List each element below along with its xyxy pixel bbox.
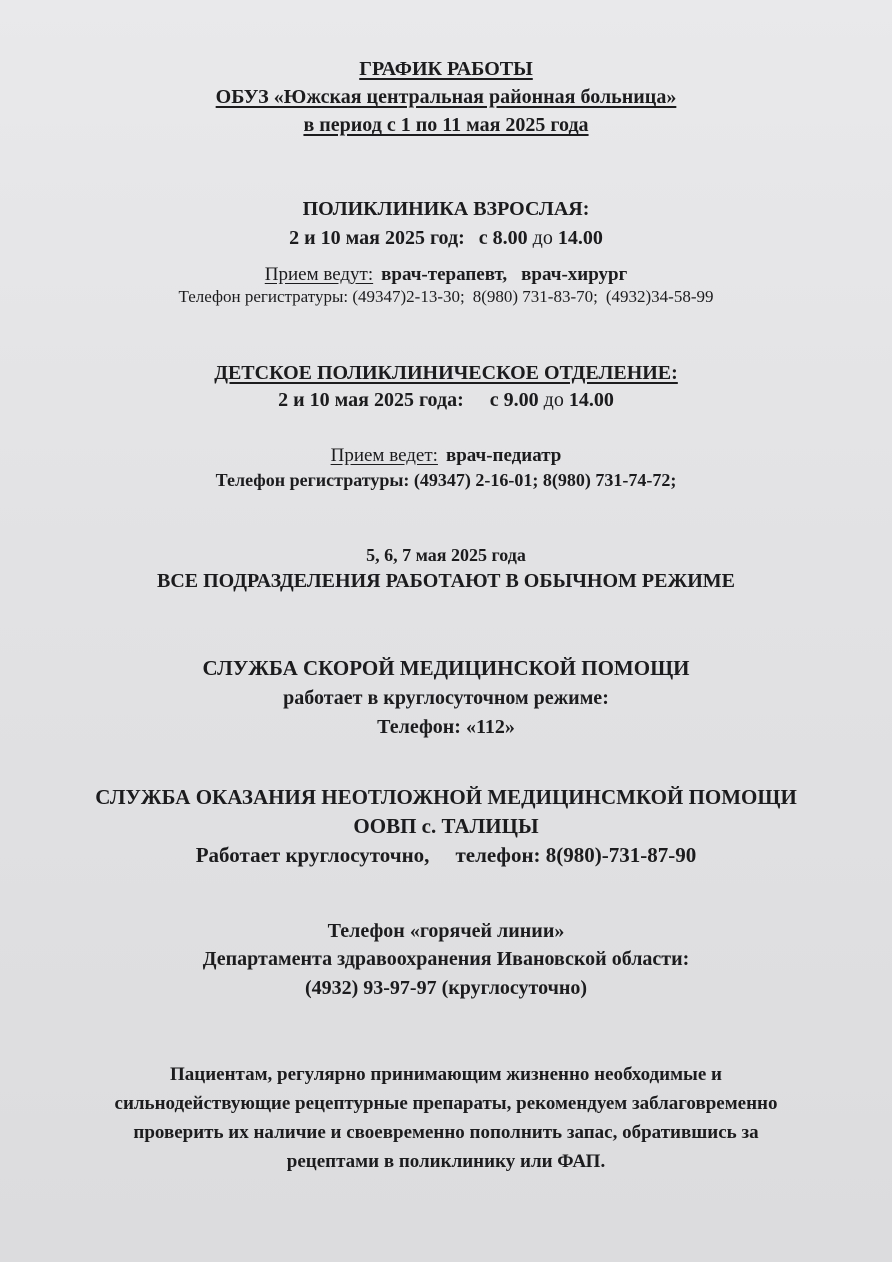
ambulance-phone: Телефон: «112» [377,716,515,738]
adult-doctor-therapist: врач-терапевт, [381,264,508,285]
adult-hours-prefix: с [478,227,488,249]
patient-note-line: Пациентам, регулярно принимающим жизненно необходимые и [169,1064,723,1085]
children-clinic-phones: Телефон регистратуры: (49347) 2-16-01; 8(980) 731-74-72; [215,470,677,490]
regular-days-notice: ВСЕ ПОДРАЗДЕЛЕНИЯ РАБОТАЮТ В ОБЫЧНОМ РЕЖИМЕ [157,570,735,592]
adult-doctors-label: Прием ведут: [264,264,374,285]
notice-title: ГРАФИК РАБОТЫ [359,58,533,80]
adult-doctor-surgeon: врач-хирург [521,264,628,285]
adult-hours-from: 8.00 [492,227,528,249]
children-hours-to-word: до [543,389,564,411]
urgent-care-mode: Работает круглосуточно, [195,843,430,867]
children-hours-from: 9.00 [503,389,539,411]
patient-note-line: сильнодействующие рецептурные препараты, рекомендуем заблаговременно [114,1093,778,1114]
children-clinic-heading: ДЕТСКОЕ ПОЛИКЛИНИЧЕСКОЕ ОТДЕЛЕНИЕ: [214,362,678,384]
urgent-care-contact [0,843,892,867]
organization-name: ОБУЗ «Южская центральная районная больница» [215,86,677,108]
children-clinic-dates [0,389,892,412]
adult-phone-label: Телефон регистратуры: [178,287,349,306]
children-doctors-label: Прием ведет: [330,445,438,466]
adult-clinic-doctors [0,264,892,286]
ambulance-heading: СЛУЖБА СКОРОЙ МЕДИЦИНСКОЙ ПОМОЩИ [202,656,690,680]
adult-hours-to: 14.00 [557,227,603,249]
hotline-department: Департамента здравоохранения Ивановской области: [202,948,690,970]
children-clinic-dates-label: 2 и 10 мая 2025 года: [278,389,464,411]
adult-clinic-heading: ПОЛИКЛИНИКА ВЗРОСЛАЯ: [302,198,590,220]
urgent-care-heading: СЛУЖБА ОКАЗАНИЯ НЕОТЛОЖНОЙ МЕДИЦИНСМКОЙ ПОМОЩИ [95,785,797,809]
adult-phone-3: (4932)34-58-99 [605,287,714,306]
children-doctor-pediatrician: врач-педиатр [445,445,562,466]
adult-clinic-dates-label: 2 и 10 мая 2025 год: [289,227,465,249]
children-clinic-doctors [0,445,892,467]
patient-note-line: рецептами в поликлинику или ФАП. [286,1151,606,1172]
patient-note-line: проверить их наличие и своевременно пополнить запас, обратившись за [133,1122,759,1143]
adult-clinic-phones [0,287,892,307]
adult-clinic-dates [0,227,892,250]
hotline-title: Телефон «горячей линии» [327,920,565,942]
ambulance-mode: работает в круглосуточном режиме: [283,687,609,709]
urgent-care-phone: телефон: 8(980)-731-87-90 [455,843,697,867]
children-hours-to: 14.00 [568,389,614,411]
adult-phone-1: (49347)2-13-30; [352,287,465,306]
schedule-period: в период с 1 по 11 мая 2025 года [303,114,589,136]
children-hours-prefix: с [489,389,499,411]
urgent-care-subheading: ООВП с. ТАЛИЦЫ [353,814,539,838]
hotline-phone: (4932) 93-97-97 (круглосуточно) [304,977,588,999]
adult-hours-to-word: до [532,227,553,249]
adult-phone-2: 8(980) 731-83-70; [472,287,598,306]
regular-days-dates: 5, 6, 7 мая 2025 года [366,545,526,565]
